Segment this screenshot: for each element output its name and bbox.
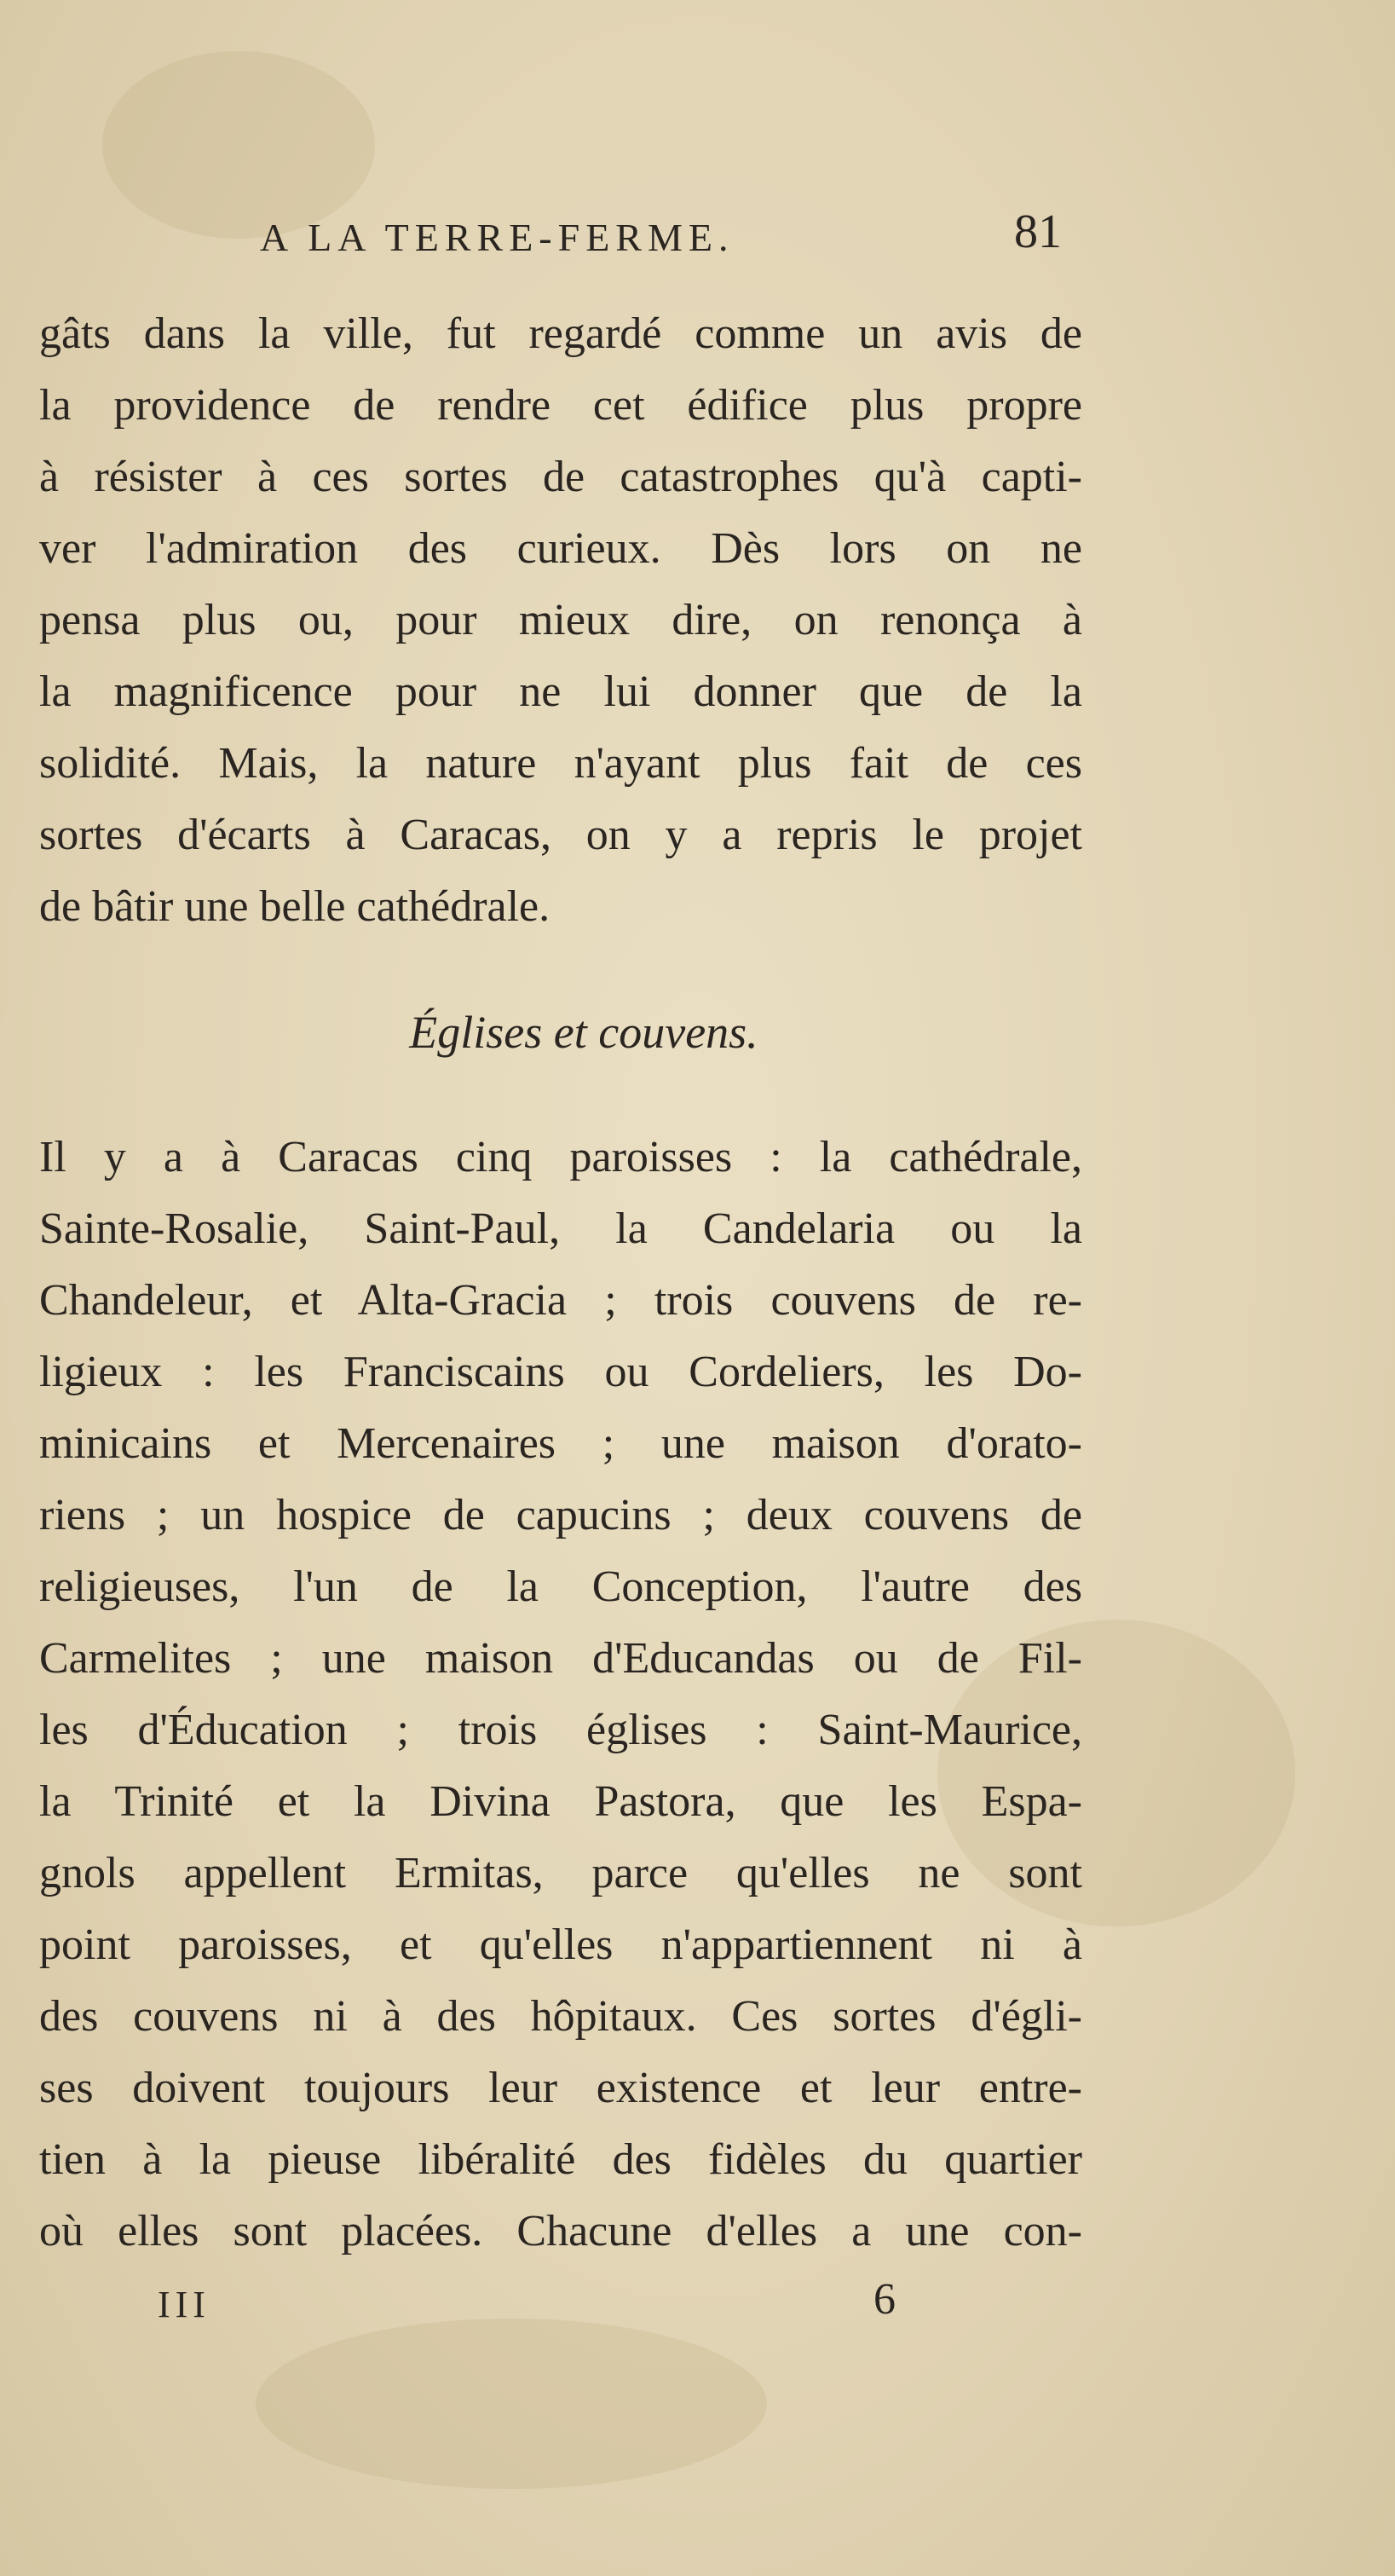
page-number: 81 xyxy=(1014,205,1062,258)
text-line: sortes d'écarts à Caracas, on y a repris le projet xyxy=(39,811,1082,859)
text-line: religieuses, l'un de la Conception, l'autre des xyxy=(39,1562,1082,1611)
text-line: Chandeleur, et Alta-Gracia ; trois couvens de re- xyxy=(39,1276,1082,1325)
page-text xyxy=(34,196,1082,2351)
text-line: minicains et Mercenaires ; une maison d'orato- xyxy=(39,1419,1082,1468)
text-line: tien à la pieuse libéralité des fidèles du quartier xyxy=(39,2135,1082,2184)
text-line: Sainte-Rosalie, Saint-Paul, la Candelaria ou la xyxy=(39,1204,1082,1253)
text-line: gnols appellent Ermitas, parce qu'elles ne sont xyxy=(39,1849,1082,1897)
text-line: où elles sont placées. Chacune d'elles a une con- xyxy=(39,2207,1082,2255)
text-line: ligieux : les Franciscains ou Cordeliers, les Do- xyxy=(39,1348,1082,1396)
text-line: des couvens ni à des hôpitaux. Ces sortes d'égli- xyxy=(39,1992,1082,2041)
text-line: la Trinité et la Divina Pastora, que les Espa- xyxy=(39,1777,1082,1826)
page-header xyxy=(34,196,1082,298)
section-heading: Églises et couvens. xyxy=(409,1007,758,1058)
text-line: Carmelites ; une maison d'Educandas ou de Fil- xyxy=(39,1634,1082,1683)
text-line: la magnificence pour ne lui donner que de la xyxy=(39,667,1082,716)
paragraph-2 xyxy=(34,1122,1082,2267)
text-line: ses doivent toujours leur existence et leur entre- xyxy=(39,2064,1082,2112)
text-line: pensa plus ou, pour mieux dire, on renonça à xyxy=(39,596,1082,644)
running-title: A LA TERRE-FERME. xyxy=(260,216,735,259)
text-line: la providence de rendre cet édifice plus propre xyxy=(39,381,1082,430)
text-line: Il y a à Caracas cinq paroisses : la cathédrale, xyxy=(39,1133,1082,1181)
text-line: point paroisses, et qu'elles n'appartiennent ni à xyxy=(39,1920,1082,1969)
text-line: riens ; un hospice de capucins ; deux couvens de xyxy=(39,1491,1082,1539)
text-line: ver l'admiration des curieux. Dès lors on ne xyxy=(39,524,1082,573)
text-line-last: de bâtir une belle cathédrale. xyxy=(39,882,551,931)
text-line: les d'Éducation ; trois églises : Saint-Maurice, xyxy=(39,1706,1082,1754)
signature-mark: III xyxy=(158,2284,210,2325)
page-footer xyxy=(34,2274,1082,2351)
paragraph-1 xyxy=(34,298,1082,943)
text-line: gâts dans la ville, fut regardé comme un avis de xyxy=(39,309,1082,358)
text-line: à résister à ces sortes de catastrophes qu'à capti- xyxy=(39,453,1082,501)
text-line: solidité. Mais, la nature n'ayant plus fait de ces xyxy=(39,739,1082,788)
sheet-number: 6 xyxy=(873,2275,896,2324)
